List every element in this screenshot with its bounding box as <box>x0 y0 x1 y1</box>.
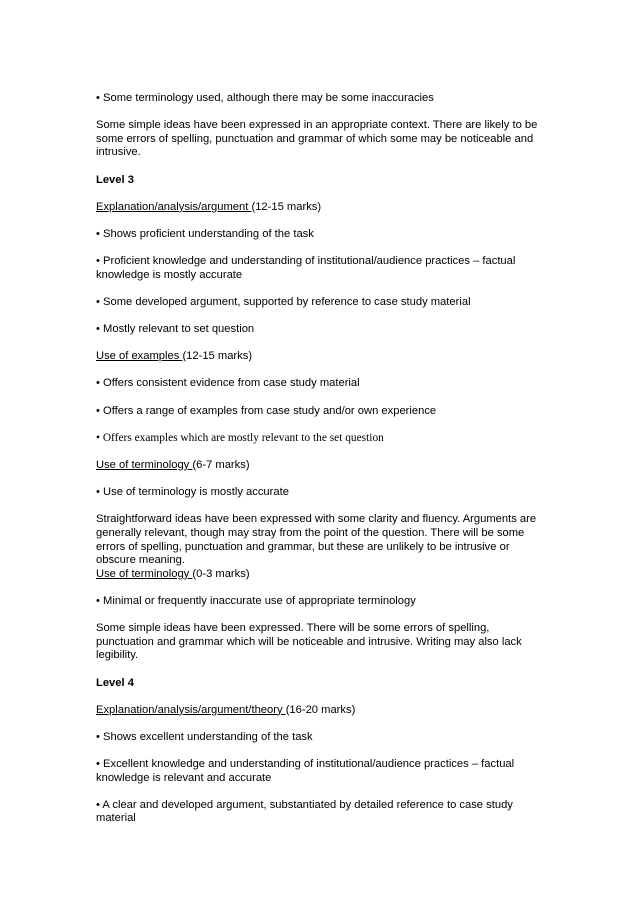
descriptor-paragraph-level3: Straightforward ideas have been expressed with some clarity and fluency. Arguments are generally relevant, though may stray from the point of the question. There will be some errors of spelling, punctuation and grammar, but these are unlikely to be intrusive or obscure meaning. <box>96 513 537 567</box>
section-title: Use of examples <box>96 350 183 363</box>
bullet-proficient-knowledge: • Proficient knowledge and understanding of institutional/audience practices – factual knowledge is mostly accurate <box>96 255 516 281</box>
section-marks: (6-7 marks) <box>192 459 250 472</box>
level-3-heading: Level 3 <box>96 173 134 186</box>
section-marks: (12-15 marks) <box>251 200 322 213</box>
level-4-heading: Level 4 <box>96 676 134 689</box>
section-terminology-low <box>96 568 546 582</box>
bullet-terminology-mostly-accurate: • Use of terminology is mostly accurate <box>96 486 289 499</box>
section-marks: (16-20 marks) <box>285 703 356 716</box>
section-marks: (12-15 marks) <box>182 350 253 363</box>
section-title: Explanation/analysis/argument <box>96 200 252 213</box>
bullet-developed-argument: • Some developed argument, supported by reference to case study material <box>96 295 471 308</box>
descriptor-paragraph-level2: Some simple ideas have been expressed in an appropriate context. There are likely to be some errors of spelling, punctuation and grammar of which some may be noticeable and intrusive. <box>96 119 538 159</box>
bullet-excellent-understanding: • Shows excellent understanding of the task <box>96 730 313 743</box>
bullet-terminology-inaccuracies: • Some terminology used, although there may be some inaccuracies <box>96 92 434 104</box>
bullet-proficient-understanding: • Shows proficient understanding of the task <box>96 227 314 240</box>
section-title: Explanation/analysis/argument/theory <box>96 703 286 716</box>
section-terminology-level3 <box>96 459 546 473</box>
bullet-consistent-evidence: • Offers consistent evidence from case study material <box>96 377 360 390</box>
descriptor-paragraph-low: Some simple ideas have been expressed. There will be some errors of spelling, punctuation and grammar which will be noticeable and intrusive. Writing may also lack legibility. <box>96 622 522 662</box>
section-title: Use of terminology <box>96 459 193 472</box>
bullet-clear-argument: • A clear and developed argument, substantiated by detailed reference to case study material <box>96 798 513 825</box>
document-page <box>96 92 546 840</box>
section-title: Use of terminology <box>96 567 193 580</box>
bullet-excellent-knowledge: • Excellent knowledge and understanding of institutional/audience practices – factual knowledge is relevant and accurate <box>96 758 515 784</box>
section-explanation-level4 <box>96 704 546 718</box>
bullet-minimal-terminology: • Minimal or frequently inaccurate use of appropriate terminology <box>96 594 416 607</box>
section-explanation-level3 <box>96 201 546 215</box>
section-marks: (0-3 marks) <box>192 567 250 580</box>
bullet-range-of-examples: • Offers a range of examples from case study and/or own experience <box>96 404 437 417</box>
bullet-examples-mostly-relevant: • Offers examples which are mostly relevant to the set question <box>96 431 384 444</box>
bullet-mostly-relevant: • Mostly relevant to set question <box>96 323 255 336</box>
section-examples-level3 <box>96 350 546 364</box>
